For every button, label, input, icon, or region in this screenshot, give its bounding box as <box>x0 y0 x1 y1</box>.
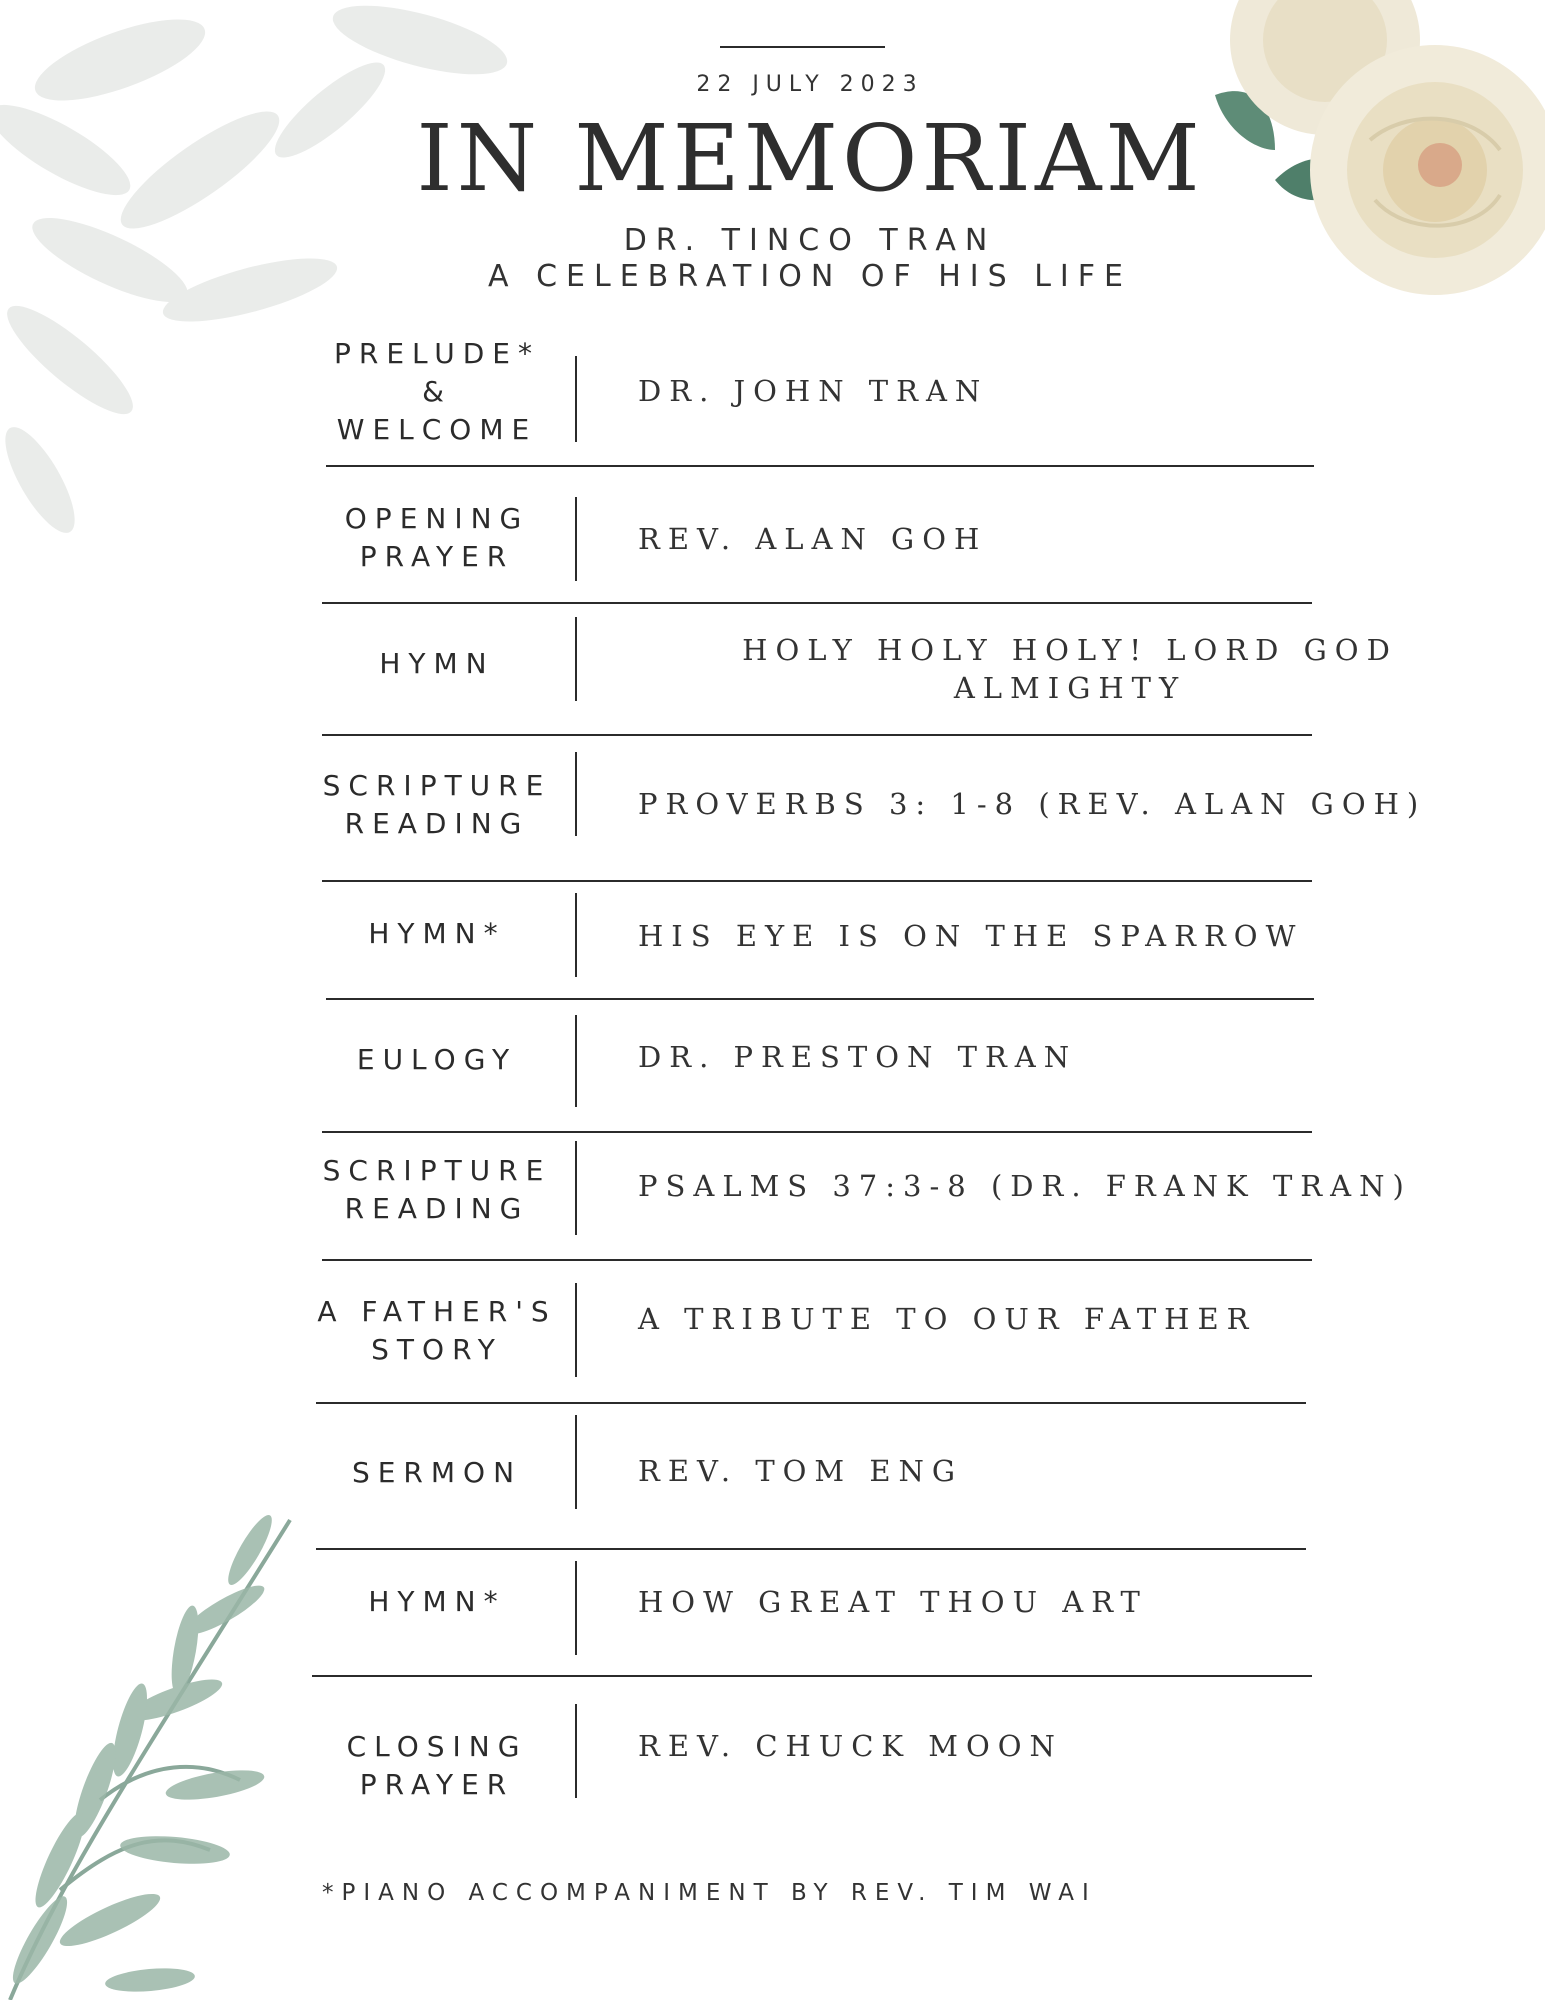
program-value <box>638 520 987 558</box>
program-value-line: DR. JOHN TRAN <box>638 374 989 408</box>
program-value-line: DR. PRESTON TRAN <box>638 1040 1078 1074</box>
program-row-separator <box>312 1675 1312 1677</box>
program-row-separator <box>322 880 1312 882</box>
program-label-line: PRAYER <box>359 1768 515 1801</box>
program-value <box>638 1727 1063 1765</box>
service-date: 22 JULY 2023 <box>696 72 924 97</box>
program-divider <box>575 1015 577 1107</box>
program-value <box>630 631 1510 707</box>
program-label-line: WELCOME <box>336 413 538 446</box>
program-value <box>638 1452 963 1490</box>
program-label-line: HYMN* <box>368 1585 506 1618</box>
program-divider <box>575 1283 577 1377</box>
program-value <box>638 917 1303 955</box>
program-divider <box>575 1141 577 1235</box>
honoree-name: DR. TINCO TRAN <box>623 223 997 258</box>
program-label <box>302 645 572 683</box>
program-row-separator <box>322 1259 1312 1261</box>
program-value-line: REV. ALAN GOH <box>638 522 988 556</box>
program-label-line: A FATHER'S <box>317 1295 557 1328</box>
program-divider <box>575 1415 577 1509</box>
program-row-separator <box>322 602 1312 604</box>
program-label-line: CLOSING <box>346 1730 528 1763</box>
program-label-line: READING <box>344 807 530 840</box>
program-value-line: HIS EYE IS ON THE SPARROW <box>638 919 1304 953</box>
program-row-separator <box>326 998 1314 1000</box>
program-label-line: EULOGY <box>356 1043 518 1076</box>
program-value <box>638 372 988 410</box>
program-label <box>302 1041 572 1079</box>
tagline: A CELEBRATION OF HIS LIFE <box>488 259 1132 294</box>
program-value-line: PROVERBS 3: 1-8 (REV. ALAN GOH) <box>638 787 1427 821</box>
program-label <box>302 915 572 953</box>
program-label-line: SCRIPTURE <box>322 769 552 802</box>
program-divider <box>575 617 577 701</box>
program-divider <box>575 1704 577 1798</box>
program-divider <box>575 356 577 442</box>
program-value <box>638 1167 1412 1205</box>
program-label <box>302 500 572 576</box>
program-value <box>638 1300 1256 1338</box>
eucalyptus-branch-illustration <box>0 1460 320 2000</box>
program-label-line: READING <box>344 1192 530 1225</box>
program-value-line: PSALMS 37:3-8 (DR. FRANK TRAN) <box>638 1169 1412 1203</box>
program-value <box>638 1038 1077 1076</box>
program-row-separator <box>326 465 1314 467</box>
program-row-separator <box>322 1131 1312 1133</box>
header-rule <box>720 46 885 48</box>
program-label <box>302 767 572 843</box>
program-label <box>302 1152 572 1228</box>
program-value-line: ALMIGHTY <box>953 671 1187 705</box>
program-label-line: PRAYER <box>359 540 515 573</box>
program-divider <box>575 752 577 836</box>
program-divider <box>575 497 577 581</box>
program-value-line: HOLY HOLY HOLY! LORD GOD <box>742 633 1398 667</box>
program-divider <box>575 1561 577 1655</box>
program-value <box>638 785 1426 823</box>
page-title: IN MEMORIAM <box>416 105 1204 212</box>
program-label <box>302 1728 572 1804</box>
program-value-line: A TRIBUTE TO OUR FATHER <box>638 1302 1257 1336</box>
program-row-separator <box>316 1548 1306 1550</box>
program-label <box>302 1293 572 1369</box>
program-label <box>302 1583 572 1621</box>
program-label-line: HYMN* <box>368 917 506 950</box>
program-label-line: HYMN <box>379 647 495 680</box>
program-value-line: HOW GREAT THOU ART <box>638 1585 1148 1619</box>
program-label-line: SCRIPTURE <box>322 1154 552 1187</box>
program-label-line: OPENING <box>344 502 530 535</box>
program-row-separator <box>316 1402 1306 1404</box>
program-label <box>302 1454 572 1492</box>
program-label-line: & <box>422 375 452 408</box>
program-label-line: STORY <box>371 1333 503 1366</box>
footnote: *PIANO ACCOMPANIMENT BY REV. TIM WAI <box>322 1880 1097 1906</box>
program-label <box>302 335 572 449</box>
program-value-line: REV. CHUCK MOON <box>638 1729 1063 1763</box>
program-label-line: PRELUDE* <box>334 337 540 370</box>
program-value <box>638 1583 1148 1621</box>
program-value-line: REV. TOM ENG <box>638 1454 964 1488</box>
program-label-line: SERMON <box>351 1456 523 1489</box>
program-row-separator <box>322 734 1312 736</box>
program-divider <box>575 893 577 977</box>
